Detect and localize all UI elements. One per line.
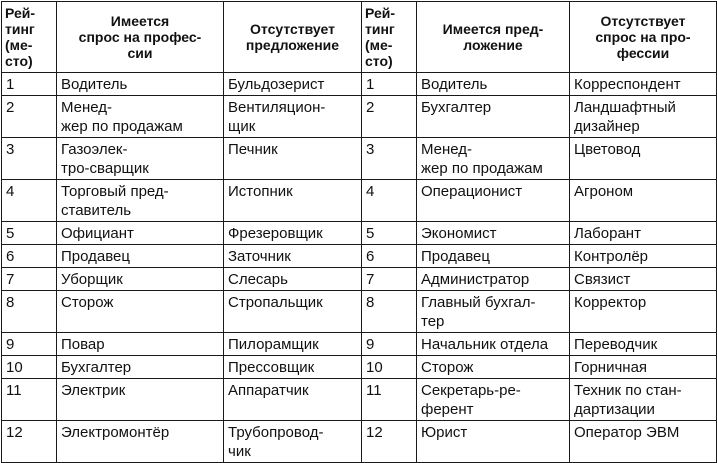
cell-supply-missing <box>224 73 362 96</box>
cell-text: Уборщик <box>61 271 123 288</box>
cell-text: 7 <box>6 271 15 288</box>
cell-text: Электромонтёр <box>61 424 170 441</box>
cell-rank-right <box>362 356 417 379</box>
cell-text: 11 <box>6 382 22 399</box>
cell-text: 5 <box>6 225 15 242</box>
cell-rank-left <box>2 268 57 291</box>
table-row <box>2 333 717 356</box>
table-row <box>2 291 717 333</box>
cell-demand-missing <box>570 180 717 222</box>
cell-text: Продавец <box>421 248 490 265</box>
cell-supply-exists <box>417 96 570 138</box>
cell-text: Главный бухгал- тер <box>421 294 536 330</box>
cell-text: Вентиляцион- щик <box>228 99 326 135</box>
cell-supply-exists <box>417 268 570 291</box>
cell-rank-right <box>362 138 417 180</box>
cell-text: Секретарь-ре- ферент <box>421 382 521 418</box>
cell-supply-exists <box>417 222 570 245</box>
profession-rating-table <box>1 1 717 463</box>
cell-text: Связист <box>574 271 631 288</box>
cell-demand-exists <box>57 180 224 222</box>
cell-rank-left <box>2 379 57 421</box>
table-row <box>2 96 717 138</box>
cell-demand-exists <box>57 421 224 463</box>
table-row <box>2 421 717 463</box>
cell-text: 1 <box>6 76 15 93</box>
cell-text: 11 <box>366 382 382 399</box>
cell-text: Начальник отдела <box>421 336 549 353</box>
cell-demand-missing <box>570 356 717 379</box>
header-demand-exists: Имеется спрос на профес- сии <box>57 2 224 73</box>
cell-demand-missing <box>570 268 717 291</box>
cell-text: 2 <box>6 99 15 116</box>
cell-rank-left <box>2 222 57 245</box>
cell-text: Экономист <box>421 225 497 242</box>
cell-text: Прессовщик <box>228 359 315 376</box>
cell-rank-right <box>362 73 417 96</box>
cell-rank-left <box>2 356 57 379</box>
table-row <box>2 356 717 379</box>
cell-text: 10 <box>366 359 383 376</box>
header-supply-missing: Отсутствует предложение <box>224 2 362 73</box>
cell-supply-missing <box>224 222 362 245</box>
cell-demand-exists <box>57 73 224 96</box>
cell-rank-left <box>2 96 57 138</box>
cell-supply-missing <box>224 268 362 291</box>
cell-supply-missing <box>224 333 362 356</box>
cell-text: Заточник <box>228 248 291 265</box>
cell-text: Электрик <box>61 382 126 399</box>
cell-text: Агроном <box>574 183 634 200</box>
cell-rank-right <box>362 180 417 222</box>
cell-text: Слесарь <box>228 271 288 288</box>
cell-text: Техник по стан- дартизации <box>574 382 682 418</box>
cell-text: Бульдозерист <box>228 76 325 93</box>
cell-rank-left <box>2 245 57 268</box>
cell-supply-missing <box>224 138 362 180</box>
cell-text: Горничная <box>574 359 648 376</box>
cell-text: Фрезеровщик <box>228 225 323 242</box>
header-demand-missing: Отсутствует спрос на про- фессии <box>570 2 717 73</box>
cell-demand-exists <box>57 268 224 291</box>
cell-supply-missing <box>224 245 362 268</box>
cell-rank-right <box>362 379 417 421</box>
cell-supply-exists <box>417 73 570 96</box>
cell-supply-missing <box>224 96 362 138</box>
cell-demand-missing <box>570 138 717 180</box>
cell-rank-right <box>362 291 417 333</box>
cell-text: Водитель <box>421 76 488 93</box>
cell-text: Менед- жер по продажам <box>61 99 183 135</box>
cell-rank-right <box>362 421 417 463</box>
cell-supply-exists <box>417 180 570 222</box>
cell-text: 9 <box>366 336 375 353</box>
cell-text: 12 <box>366 424 383 441</box>
cell-rank-right <box>362 268 417 291</box>
cell-text: Трубопровод- чик <box>228 424 324 460</box>
cell-text: Водитель <box>61 76 128 93</box>
cell-text: Официант <box>61 225 134 242</box>
cell-demand-exists <box>57 245 224 268</box>
cell-demand-exists <box>57 333 224 356</box>
cell-text: Контролёр <box>574 248 649 265</box>
cell-text: Повар <box>61 336 105 353</box>
cell-supply-exists <box>417 245 570 268</box>
table-body <box>2 73 717 463</box>
table-row <box>2 138 717 180</box>
cell-text: Истопник <box>228 183 293 200</box>
cell-text: Оператор ЭВМ <box>574 424 680 441</box>
cell-text: Стропальщик <box>228 294 323 311</box>
table-row <box>2 222 717 245</box>
cell-demand-exists <box>57 291 224 333</box>
table-row <box>2 180 717 222</box>
cell-supply-missing <box>224 421 362 463</box>
cell-demand-missing <box>570 379 717 421</box>
cell-text: 1 <box>366 76 375 93</box>
cell-supply-missing <box>224 356 362 379</box>
cell-text: Операционист <box>421 183 523 200</box>
cell-text: 4 <box>366 183 375 200</box>
cell-supply-missing <box>224 379 362 421</box>
cell-demand-missing <box>570 421 717 463</box>
cell-text: 12 <box>6 424 23 441</box>
cell-demand-missing <box>570 245 717 268</box>
header-row <box>2 2 717 73</box>
cell-text: Продавец <box>61 248 130 265</box>
cell-supply-exists <box>417 138 570 180</box>
cell-text: Менед- жер по продажам <box>421 141 543 177</box>
cell-rank-right <box>362 96 417 138</box>
cell-text: 8 <box>366 294 375 311</box>
cell-text: Бухгалтер <box>61 359 132 376</box>
cell-text: 8 <box>6 294 15 311</box>
header-rank-left: Рей- тинг (ме- сто) <box>2 2 57 73</box>
cell-rank-right <box>362 222 417 245</box>
cell-text: Торговый пред- ставитель <box>61 183 169 219</box>
cell-demand-exists <box>57 138 224 180</box>
cell-supply-exists <box>417 421 570 463</box>
cell-rank-left <box>2 291 57 333</box>
cell-supply-exists <box>417 291 570 333</box>
table-row <box>2 73 717 96</box>
cell-rank-left <box>2 138 57 180</box>
cell-text: Газоэлек- тро-сварщик <box>61 141 149 177</box>
cell-text: Юрист <box>421 424 468 441</box>
cell-text: Цветовод <box>574 141 641 158</box>
cell-text: Переводчик <box>574 336 658 353</box>
table-row <box>2 268 717 291</box>
cell-text: Корректор <box>574 294 647 311</box>
header-rank-right: Рей- тинг (ме- сто) <box>362 2 417 73</box>
cell-demand-missing <box>570 222 717 245</box>
cell-supply-exists <box>417 333 570 356</box>
cell-text: 7 <box>366 271 375 288</box>
cell-demand-exists <box>57 356 224 379</box>
cell-text: Ландшафтный дизайнер <box>574 99 676 135</box>
cell-demand-missing <box>570 73 717 96</box>
cell-text: 6 <box>366 248 375 265</box>
cell-rank-left <box>2 333 57 356</box>
cell-text: Аппаратчик <box>228 382 309 399</box>
cell-demand-exists <box>57 222 224 245</box>
cell-text: 2 <box>366 99 375 116</box>
cell-text: Лаборант <box>574 225 641 242</box>
cell-text: Пилорамщик <box>228 336 319 353</box>
cell-text: 9 <box>6 336 15 353</box>
table-row <box>2 245 717 268</box>
cell-text: 6 <box>6 248 15 265</box>
cell-demand-exists <box>57 96 224 138</box>
cell-supply-exists <box>417 356 570 379</box>
table-row <box>2 379 717 421</box>
cell-text: Администратор <box>421 271 530 288</box>
cell-rank-right <box>362 333 417 356</box>
cell-demand-exists <box>57 379 224 421</box>
cell-rank-right <box>362 245 417 268</box>
cell-supply-missing <box>224 180 362 222</box>
cell-demand-missing <box>570 333 717 356</box>
cell-text: 3 <box>6 141 15 158</box>
header-supply-exists: Имеется пред- ложение <box>417 2 570 73</box>
cell-text: Бухгалтер <box>421 99 492 116</box>
cell-text: Сторож <box>421 359 474 376</box>
cell-text: 4 <box>6 183 15 200</box>
cell-demand-missing <box>570 291 717 333</box>
cell-rank-left <box>2 73 57 96</box>
cell-text: 10 <box>6 359 23 376</box>
cell-text: Сторож <box>61 294 114 311</box>
cell-text: 3 <box>366 141 375 158</box>
cell-supply-missing <box>224 291 362 333</box>
cell-rank-left <box>2 421 57 463</box>
cell-text: Печник <box>228 141 278 158</box>
cell-supply-exists <box>417 379 570 421</box>
cell-text: Корреспондент <box>574 76 681 93</box>
cell-demand-missing <box>570 96 717 138</box>
cell-rank-left <box>2 180 57 222</box>
cell-text: 5 <box>366 225 375 242</box>
